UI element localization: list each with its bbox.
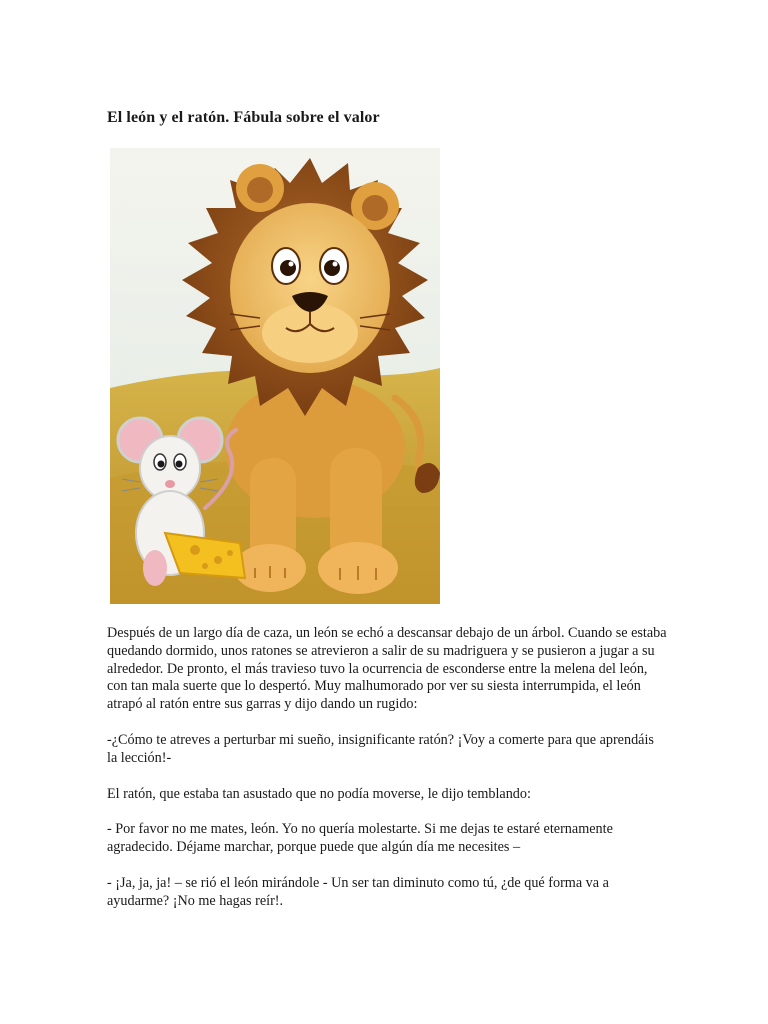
story-text xyxy=(107,625,667,929)
story-paragraph: Después de un largo día de caza, un león se echó a descansar debajo de un árbol. Cuando se estaba quedando dormido, unos ratones se atrevieron a salir de su madriguera y se pusieron a jugar a su alrededor. De pronto, el más travieso tuvo la ocurrencia de esconderse entre la melena del león, con tan mala suerte que lo despertó. Muy malhumorado por ver su siesta interrumpida, el león atrapó al ratón entre sus garras y dijo dando un rugido: xyxy=(107,625,667,713)
story-paragraph: - Por favor no me mates, león. Yo no quería molestarte. Si me dejas te estaré eternamente agradecido. Déjame marchar, porque puede que algún día me necesites – xyxy=(107,821,613,856)
story-paragraph: - ¡Ja, ja, ja! – se rió el león mirándole - Un ser tan diminuto como tú, ¿de qué forma va a ayudarme? ¡No me hagas reír!. xyxy=(107,874,609,909)
story-paragraph: El ratón, que estaba tan asustado que no podía moverse, le dijo temblando: xyxy=(107,785,531,802)
lion-and-mouse-illustration xyxy=(110,148,440,604)
story-paragraph: -¿Cómo te atreves a perturbar mi sueño, insignificante ratón? ¡Voy a comerte para que aprendáis la lección!- xyxy=(107,731,654,766)
document-title: El león y el ratón. Fábula sobre el valor xyxy=(107,109,380,126)
